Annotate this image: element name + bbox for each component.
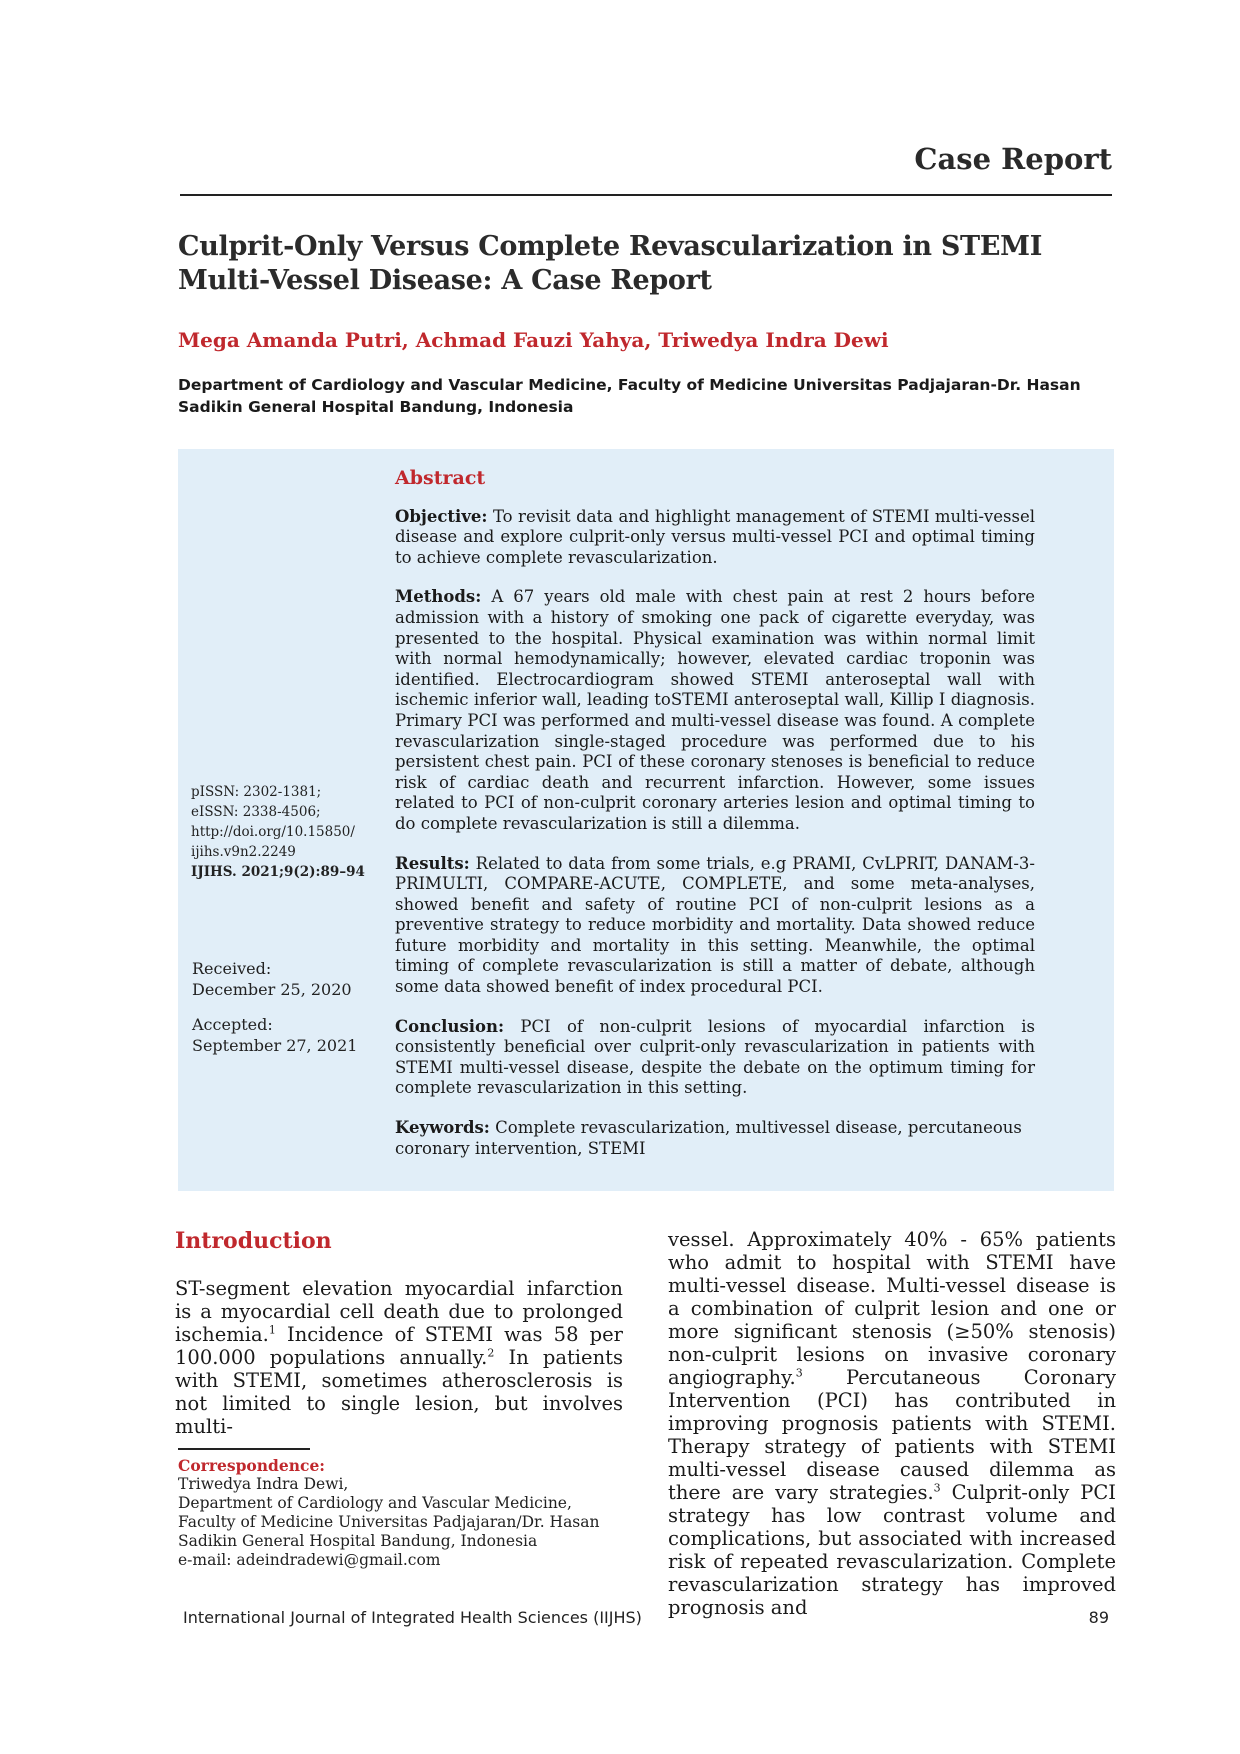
page-number: 89 <box>1088 1608 1109 1627</box>
received-label: Received: <box>192 959 272 978</box>
pissn: pISSN: 2302-1381; <box>191 784 322 800</box>
correspondence-rule <box>178 1448 310 1450</box>
conclusion-text: PCI of non-culprit lesions of myocardial infarction is consistently beneficial over culprit-only revascularization in patients with STEMI multi-vessel disease, despite the debate on the optimum timing for complete revascularization in this setting. <box>395 1016 1035 1098</box>
ref-3b[interactable]: 3 <box>933 1481 941 1495</box>
footer-journal: International Journal of Integrated Health Sciences (IIJHS) <box>183 1608 642 1627</box>
objective-label: Objective: <box>395 506 488 526</box>
correspondence-email[interactable]: e-mail: adeindradewi@gmail.com <box>178 1551 441 1569</box>
doi-line-1[interactable]: http://doi.org/10.15850/ <box>191 824 355 840</box>
ref-1[interactable]: 1 <box>268 1323 276 1337</box>
correspondence-line-3: Sadikin General Hospital Bandung, Indonesia <box>178 1532 538 1550</box>
intro-text-b: Incidence of STEMI was 58 per 100.000 populations annually. <box>175 1323 623 1369</box>
introduction-right-column <box>668 1228 1116 1619</box>
abstract-text <box>395 468 1035 1178</box>
correspondence-line-2: Faculty of Medicine Universitas Padjajaran/Dr. Hasan <box>178 1513 600 1531</box>
doi-line-2[interactable]: ijihs.v9n2.2249 <box>191 844 296 860</box>
publication-meta <box>191 782 381 882</box>
eissn: eISSN: 2338-4506; <box>191 804 321 820</box>
accepted <box>192 1014 392 1056</box>
correspondence-label: Correspondence: <box>178 1456 326 1475</box>
introduction-heading: Introduction <box>175 1228 332 1254</box>
methods-label: Methods: <box>395 587 482 607</box>
results-label: Results: <box>395 853 470 873</box>
correspondence-name: Triwedya Indra Dewi, <box>178 1475 349 1493</box>
objective-text: To revisit data and highlight management of STEMI multi-vessel disease and explore culprit-only versus multi-vessel PCI and optimal timing to achieve complete revascularization. <box>395 506 1035 567</box>
intro-text-a: ST-segment elevation myocardial infarction is a myocardial cell death due to prolonged ischemia. <box>175 1277 623 1346</box>
accepted-date: September 27, 2021 <box>192 1036 358 1055</box>
keywords-label: Keywords: <box>395 1118 490 1138</box>
abstract-keywords <box>395 1118 1035 1159</box>
methods-text: A 67 years old male with chest pain at rest 2 hours before admission with a history of smoking one pack of cigarette everyday, was presented to the hospital. Physical examination was within normal limit with normal hemodynamically; however, elevated cardiac troponin was identified. Electrocardiogram showed STEMI anteroseptal wall with ischemic inferior wall, leading toSTEMI anteroseptal wall, Killip I diagnosis. Primary PCI was performed and multi-vessel disease was found. A complete revascularization single-staged procedure was performed due to his persistent chest pain. PCI of these coronary stenoses is beneficial to reduce risk of cardiac death and recurrent infarction. However, some issues related to PCI of non-culprit coronary arteries lesion and optimal timing to do complete revascularization is still a dilemma. <box>395 587 1035 833</box>
section-label: Case Report <box>914 142 1112 176</box>
ref-2[interactable]: 2 <box>487 1346 495 1360</box>
conclusion-label: Conclusion: <box>395 1016 505 1036</box>
received <box>192 958 392 1000</box>
results-text: Related to data from some trials, e.g PRAMI, CvLPRIT, DANAM-3-PRIMULTI, COMPARE-ACUTE, COMPLETE, and some meta-analyses, showed benefit and safety of routine PCI of non-culprit lesions as a preventive strategy to reduce morbidity and mortality. Data showed reduce future morbidity and mortality in this setting. Meanwhile, the optimal timing of complete revascularization is still a matter of debate, although some data showed benefit of index procedural PCI. <box>395 853 1035 997</box>
correspondence-line-1: Department of Cardiology and Vascular Medicine, <box>178 1494 572 1512</box>
abstract-conclusion <box>395 1017 1035 1099</box>
correspondence <box>178 1456 638 1570</box>
introduction-left-column <box>175 1277 623 1438</box>
keywords-text: Complete revascularization, multivessel disease, percutaneous coronary intervention, STEMI <box>395 1118 1022 1158</box>
article-title: Culprit-Only Versus Complete Revascularization in STEMI Multi-Vessel Disease: A Case Report <box>178 231 1043 296</box>
abstract-objective <box>395 507 1035 569</box>
article-dates <box>192 958 392 1070</box>
citation: IJIHS. 2021;9(2):89–94 <box>191 864 365 880</box>
author-list: Mega Amanda Putri, Achmad Fauzi Yahya, Triwedya Indra Dewi <box>178 328 889 352</box>
abstract-heading: Abstract <box>395 467 486 489</box>
abstract-methods <box>395 587 1035 834</box>
affiliation: Department of Cardiology and Vascular Medicine, Faculty of Medicine Universitas Padjajaran-Dr. Hasan Sadikin General Hospital Bandung, Indonesia <box>178 376 1081 416</box>
accepted-label: Accepted: <box>192 1015 273 1034</box>
intro-text-d: vessel. Approximately 40% - 65% patients who admit to hospital with STEMI have multi-vessel disease. Multi-vessel disease is a combination of culprit lesion and one or more significant stenosis (≥50% stenosis) non-culprit lesions on invasive coronary angiography. <box>668 1228 1116 1389</box>
intro-text-f: Culprit-only PCI strategy has low contrast volume and complications, but associated with increased risk of repeated revascularization. Complete revascularization strategy has improved prognosis and <box>668 1481 1116 1619</box>
received-date: December 25, 2020 <box>192 980 352 999</box>
intro-text-e: Percutaneous Coronary Intervention (PCI) has contributed in improving prognosis patients with STEMI. Therapy strategy of patients with STEMI multi-vessel disease caused dilemma as there are vary strategies. <box>668 1366 1116 1504</box>
ref-3[interactable]: 3 <box>795 1366 803 1380</box>
header-rule <box>180 194 1112 196</box>
abstract-results <box>395 854 1035 998</box>
intro-text-c: In patients with STEMI, sometimes atherosclerosis is not limited to single lesion, but involves multi- <box>175 1346 623 1438</box>
